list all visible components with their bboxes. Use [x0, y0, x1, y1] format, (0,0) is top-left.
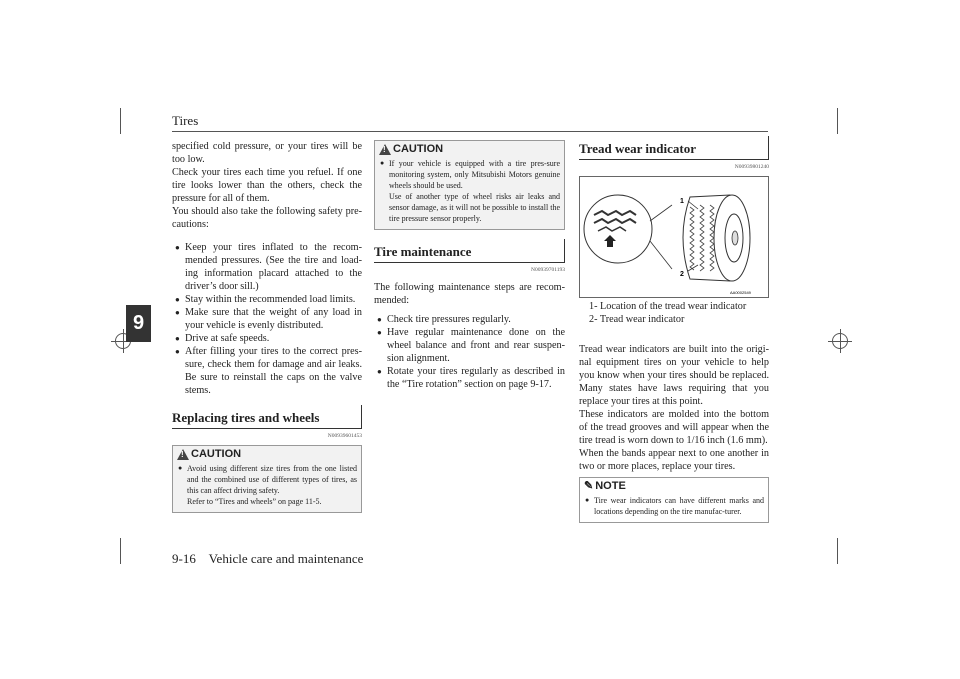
- warning-icon: !: [379, 144, 391, 155]
- section-code: N00939701193: [530, 267, 565, 273]
- note-item: ● Tire wear indicators can have different marks and locations depending on the tire manufac-turer.: [584, 495, 764, 517]
- column-2: [374, 140, 565, 391]
- list-item: ● Check tire pressures regularly.: [374, 313, 565, 326]
- figure-code: AA0002549: [730, 290, 751, 295]
- caution-item: ● If your vehicle is equipped with a tire pres-sure monitoring system, only Mitsubishi Motors genuine wheels should be used.: [379, 158, 560, 191]
- header-title: Tires: [172, 113, 199, 128]
- list-item: ● Stay within the recommended load limits.: [172, 293, 362, 306]
- figure-label-2: 2: [680, 271, 684, 278]
- intro-text: specified cold pressure, or your tires will be too low.: [172, 141, 362, 165]
- caution-box: [374, 140, 565, 230]
- paragraph: These indicators are molded into the bottom of the tread grooves and will appear when the tire tread is worn down to 1/16 inch (1.6 mm).: [579, 409, 769, 446]
- section-heading: Tread wear indicator: [579, 140, 769, 160]
- list-item: ● Drive at safe speeds.: [172, 332, 362, 345]
- note-pencil-icon: ✎: [584, 480, 594, 492]
- page-number: 9-16: [172, 551, 196, 566]
- caution-box: [172, 445, 362, 513]
- note-title: [584, 481, 764, 492]
- tread-wear-figure: [579, 176, 769, 298]
- figure-legend: [579, 300, 769, 326]
- caution-reference: Refer to “Tires and wheels” on page 11-5.: [187, 497, 322, 506]
- list-item: ● Keep your tires inflated to the recom-mended pressures. (See the tire and load-ing information placard attached to the driver’s door sill.): [172, 241, 362, 293]
- caution-title: [177, 449, 357, 460]
- legend-item: 2- Tread wear indicator: [589, 314, 685, 325]
- maintenance-list: [374, 313, 565, 391]
- list-item: ● Have regular maintenance done on the wheel balance and front and rear suspen-sion alignment.: [374, 326, 565, 365]
- column-1: [172, 140, 362, 513]
- paragraph: Check your tires each time you refuel. If one tire looks lower than the others, check the pressure for all of them.: [172, 167, 362, 204]
- crop-mark: [120, 108, 121, 134]
- list-item: ● After filling your tires to the correct pres-sure, check them for damage and air leaks. Be sure to reinstall the caps on the valve stems.: [172, 345, 362, 397]
- warning-icon: !: [177, 449, 189, 460]
- section-heading: Tire maintenance: [374, 243, 565, 263]
- page-footer: [172, 551, 363, 567]
- list-item: ● Rotate your tires regularly as described in the “Tire rotation” section on page 9-17.: [374, 365, 565, 391]
- paragraph: Tread wear indicators are built into the origi-nal equipment tires on your vehicle to help you know when your tires should be replaced. Many states have laws requiring that you replace your tires at this point.: [579, 344, 769, 407]
- paragraph: You should also take the following safety pre-cautions:: [172, 206, 362, 230]
- figure-label-1: 1: [680, 198, 684, 205]
- list-item: ● Make sure that the weight of any load in your vehicle is evenly distributed.: [172, 306, 362, 332]
- caution-label: CAUTION: [393, 143, 444, 155]
- tire-illustration: [580, 177, 768, 297]
- paragraph: When the bands appear next to one another in two or more places, replace your tires.: [579, 448, 769, 472]
- chapter-tab: 9: [126, 305, 151, 342]
- legend-item: 1- Location of the tread wear indicator: [589, 301, 747, 312]
- section-code: N00939801240: [734, 164, 769, 170]
- caution-item: ● Avoid using different size tires from the one listed and the combined use of different types of tires, as this can affect driving safety.: [177, 463, 357, 496]
- header-rule: [172, 131, 768, 132]
- crop-mark: [837, 538, 838, 564]
- caution-extra: Use of another type of wheel risks air leaks and sensor damage, as it will not be possible to install the tire pressure sensor properly.: [389, 192, 560, 223]
- caution-label: CAUTION: [191, 448, 242, 460]
- paragraph: The following maintenance steps are recom-mended:: [374, 282, 565, 306]
- crop-mark: [120, 538, 121, 564]
- crop-mark: [837, 108, 838, 134]
- safety-list: [172, 241, 362, 397]
- note-label: NOTE: [595, 480, 626, 492]
- section-code: N00939601453: [327, 433, 362, 439]
- registration-mark: [832, 333, 848, 349]
- section-heading: Replacing tires and wheels: [172, 409, 362, 429]
- caution-title: [379, 144, 560, 155]
- column-3: [579, 140, 769, 523]
- footer-section: Vehicle care and maintenance: [208, 551, 364, 566]
- note-box: [579, 477, 769, 523]
